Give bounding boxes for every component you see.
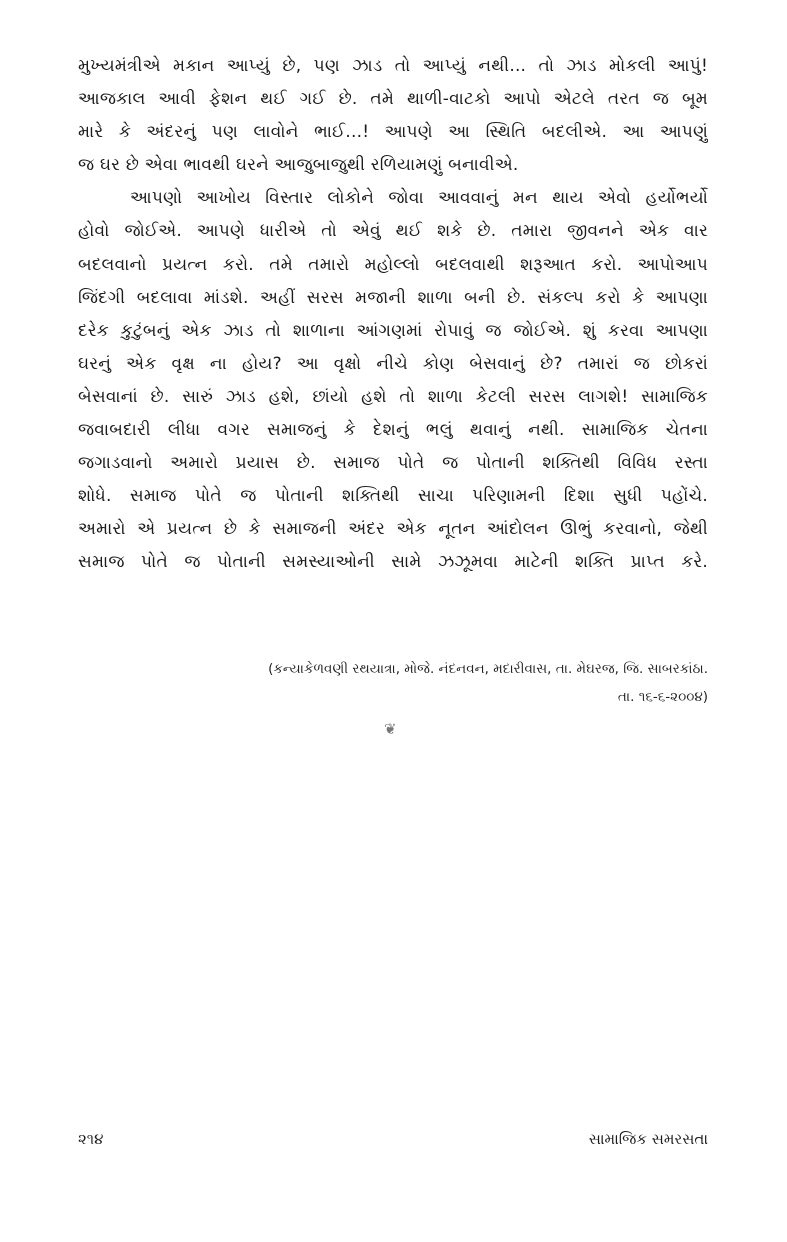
source-citation bbox=[78, 655, 708, 711]
text-line: જગાડવાનો અમારો પ્રયાસ છે. સમાજ પોતે જ પોતાની શક્તિથી વિવિધ રસ્તા bbox=[78, 453, 708, 474]
body-text bbox=[78, 50, 708, 580]
text-line: આપણો આખોય વિસ્તાર લોકોને જોવા આવવાનું મન થાય એવો હર્યોભર્યો bbox=[130, 188, 708, 209]
text-line: બદલવાનો પ્રયત્ન કરો. તમે તમારો મહોલ્લો બદલવાથી શરૂઆત કરો. આપોઆપ bbox=[78, 254, 708, 275]
text-line: આજકાલ આવી ફેશન થઈ ગઈ છે. તમે થાળી-વાટકો આપો એટલે તરત જ બૂમ bbox=[78, 89, 708, 110]
text-line: હોવો જોઈએ. આપણે ધારીએ તો એવું થઈ શકે છે. તમારા જીવનને એક વાર bbox=[78, 221, 708, 242]
text-line: ઘરનું એક વૃક્ષ ના હોય? આ વૃક્ષો નીચે કોણ બેસવાનું છે? તમારાં જ છોકરાં bbox=[78, 353, 708, 374]
citation-date: તા. ૧૬-૬-૨૦૦૪) bbox=[617, 689, 708, 705]
text-line: મારે કે અંદરનું પણ લાવોને ભાઈ...! આપણે આ સ્થિતિ બદલીએ. આ આપણું bbox=[78, 122, 708, 143]
text-line: બેસવાનાં છે. સારું ઝાડ હશે, છાંયો હશે તો શાળા કેટલી સરસ લાગશે! સામાજિક bbox=[78, 386, 708, 407]
text-line: જિંદગી બદલાવા માંડશે. અહીં સરસ મજાની શાળા બની છે. સંકલ્પ કરો કે આપણા bbox=[78, 287, 708, 308]
text-line: સમાજ પોતે જ પોતાની સમસ્યાઓની સામે ઝઝૂમવા માટેની શક્તિ પ્રાપ્ત કરે. bbox=[78, 552, 708, 573]
text-line: શોધે. સમાજ પોતે જ પોતાની શક્તિથી સાચા પરિણામની દિશા સુધી પહોંચે. bbox=[78, 486, 708, 507]
text-line: અમારો એ પ્રયત્ન છે કે સમાજની અંદર એક નૂતન આંદોલન ઊભું કરવાનો, જેથી bbox=[78, 519, 708, 540]
floral-ornament-icon: ❦ bbox=[384, 720, 397, 738]
text-line: મુખ્યમંત્રીએ મકાન આપ્યું છે, પણ ઝાડ તો આપ્યું નથી... તો ઝાડ મોકલી આપું! bbox=[78, 56, 708, 76]
text-line: જ ઘર છે એવા ભાવથી ઘરને આજુબાજુથી રળિયામણું બનાવીએ. bbox=[78, 155, 519, 176]
text-line: દરેક કુટુંબનું એક ઝાડ તો શાળાના આંગણમાં રોપાવું જ જોઈએ. શું કરવા આપણા bbox=[78, 320, 708, 341]
citation-line: (કન્યાકેળવણી રથયાત્રા, મોજે. નંદનવન, મદારીવાસ, તા. મેઘરજ, જિ. સાબરકાંઠા. bbox=[268, 661, 708, 677]
page-number: ૨૧૪ bbox=[78, 1130, 104, 1148]
book-title: સામાજિક સમરસતા bbox=[588, 1130, 708, 1148]
text-line: જવાબદારી લીધા વગર સમાજનું કે દેશનું ભલું થવાનું નથી. સામાજિક ચેતના bbox=[78, 420, 708, 441]
